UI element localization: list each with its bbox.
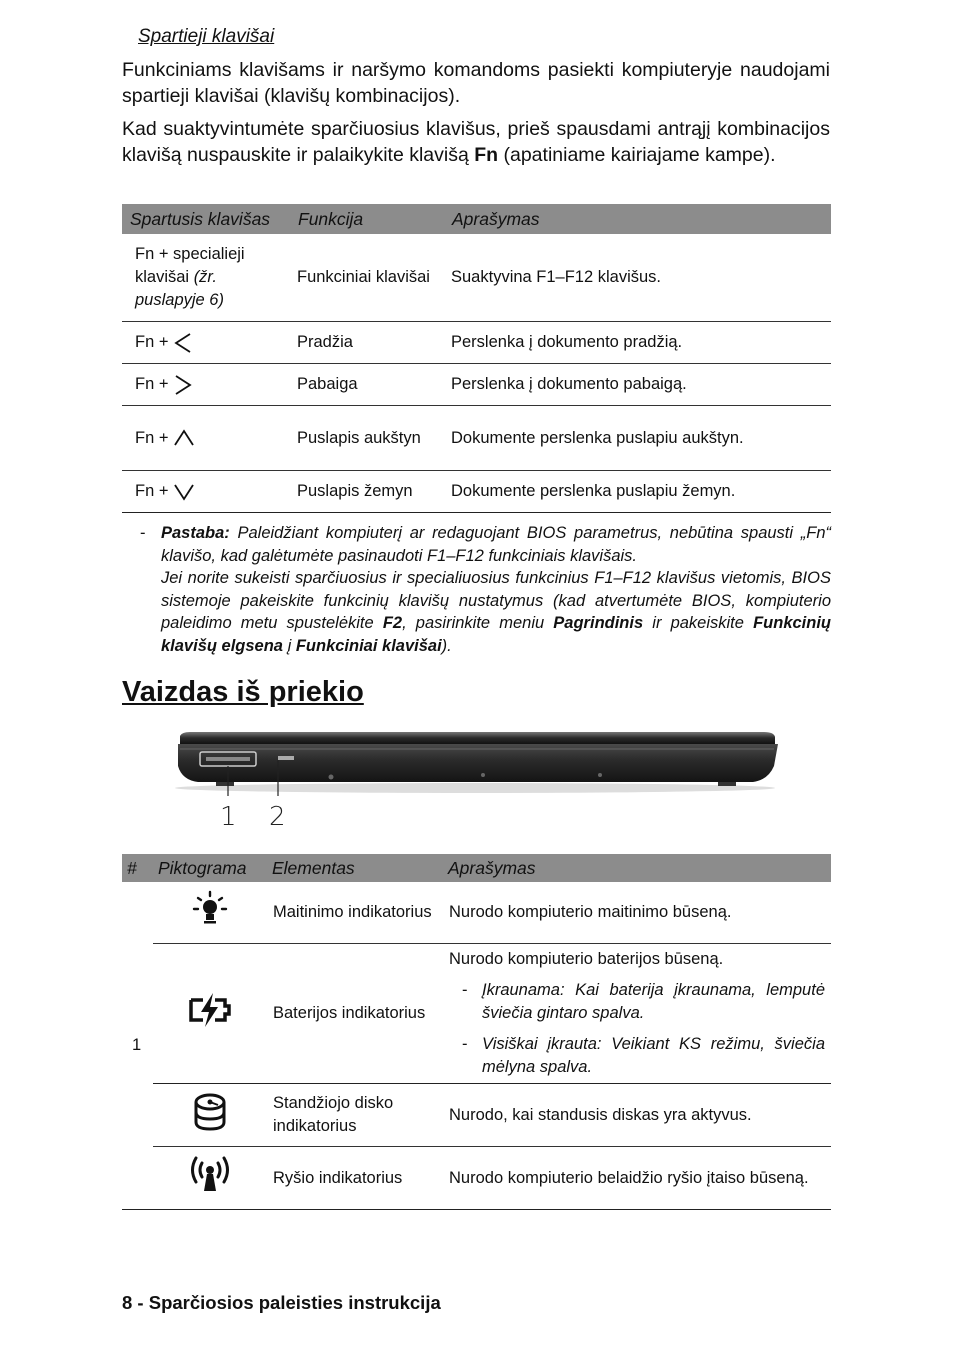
description-cell: Dokumente perslenka puslapiu žemyn.: [444, 471, 831, 513]
header-element: Elementas: [267, 854, 443, 882]
function-cell: Puslapis žemyn: [290, 471, 444, 513]
battery-indicator-icon: [187, 990, 233, 1030]
description-cell: Suaktyvina F1–F12 klavišus.: [444, 234, 831, 322]
hotkey-cell: Fn +: [122, 322, 290, 364]
header-function: Funkcija: [290, 204, 444, 234]
table-row: [122, 322, 831, 364]
note-line-2: Jei norite sukeisti sparčiuosius ir specialiuosius funkcinius F1–F12 klavišus vietomis, BIOS sistemoje pakeiskite funkcinių klavišų nustatymus (kad atvertumėte BIOS, kompiuterio paleidimo metu spustelėkite F2, pasirinkite meniu Pagrindinis ir pakeiskite Funkcinių klavišų elgsena į Funkciniai klavišai).: [161, 569, 831, 655]
table-row: [122, 1084, 831, 1147]
intro-paragraph-1: Funkciniams klavišams ir naršymo komandoms pasiekti kompiuteryje naudojami spartieji klavišai (klavišų kombinacijos).: [122, 59, 830, 107]
function-cell: Pradžia: [290, 322, 444, 364]
description-cell: Perslenka į dokumento pradžią.: [444, 322, 831, 364]
header-description: Aprašymas: [443, 854, 831, 882]
hdd-indicator-icon: [192, 1092, 228, 1132]
callout-2: 2: [269, 802, 286, 832]
table-row: [122, 1147, 831, 1210]
wireless-indicator-icon: [187, 1155, 233, 1195]
hotkey-table-header: [122, 204, 831, 234]
front-table-header: [122, 854, 831, 882]
hotkey-cell: Fn +: [122, 406, 290, 471]
function-cell: Puslapis aukštyn: [290, 406, 444, 471]
header-number: #: [122, 854, 153, 882]
icon-cell: [153, 944, 267, 1084]
callout-1: 1: [220, 802, 237, 832]
description-cell: Nurodo kompiuterio maitinimo būseną.: [443, 882, 831, 944]
element-cell: Maitinimo indikatorius: [267, 882, 443, 944]
front-view-table: [122, 854, 831, 1210]
table-row: [122, 944, 831, 1084]
note-text: [161, 522, 831, 657]
table-row: [122, 234, 831, 322]
icon-cell: [153, 882, 267, 944]
function-cell: Funkciniai klavišai: [290, 234, 444, 322]
chevron-left-icon: [173, 332, 193, 354]
power-indicator-icon: [191, 889, 229, 929]
list-item: - Įkraunama: Kai baterija įkraunama, lemputė šviečia gintaro spalva.: [449, 979, 825, 1025]
hotkey-table: [122, 204, 831, 513]
battery-status-list: [449, 979, 825, 1079]
hotkey-cell: Fn + specialieji klavišai (žr. puslapyje 6): [122, 234, 290, 322]
icon-cell: [153, 1084, 267, 1147]
chevron-right-icon: [173, 374, 193, 396]
note-line-1: Pastaba: Paleidžiant kompiuterį ar redaguojant BIOS parametrus, nebūtina spausti „Fn“ klavišo, kad galėtumėte pasinaudoti F1–F12 funkciniais klavišais.: [161, 524, 831, 565]
chevron-up-icon: [173, 429, 195, 447]
description-cell: Perslenka į dokumento pabaigą.: [444, 364, 831, 406]
element-cell: Ryšio indikatorius: [267, 1147, 443, 1210]
table-row: [122, 882, 831, 944]
table-row: [122, 364, 831, 406]
element-cell: Baterijos indikatorius: [267, 944, 443, 1084]
intro-paragraph-2: Kad suaktyvintumėte sparčiuosius klavišus, prieš spausdami antrąjį kombinacijos klavišą nuspauskite ir palaikykite klavišą Fn (apatiniame kairiajame kampe).: [122, 118, 830, 166]
page-footer: 8 - Sparčiosios paleisties instrukcija: [122, 1292, 441, 1313]
table-row: [122, 471, 831, 513]
hotkey-cell: Fn +: [122, 471, 290, 513]
section-title: Spartieji klavišai: [138, 26, 275, 47]
hotkey-cell: Fn +: [122, 364, 290, 406]
icon-cell: [153, 1147, 267, 1210]
header-hotkey: Spartusis klavišas: [122, 204, 290, 234]
element-cell: Standžiojo disko indikatorius: [267, 1084, 443, 1147]
laptop-front-illustration: [168, 730, 782, 800]
description-cell: Nurodo kompiuterio belaidžio ryšio įtaiso būseną.: [443, 1147, 831, 1210]
chevron-down-icon: [173, 483, 195, 501]
front-view-title: Vaizdas iš priekio: [122, 676, 364, 708]
description-cell: Nurodo kompiuterio baterijos būseną. - Įkraunama: Kai baterija įkraunama, lemputė šviečia gintaro spalva. - Visiškai įkrauta: Veikiant KS režimu, šviečia mėlyna spalva.: [443, 944, 831, 1084]
item-number: 1: [122, 882, 153, 1210]
table-row: [122, 406, 831, 471]
header-icon: Piktograma: [153, 854, 267, 882]
header-description: Aprašymas: [444, 204, 831, 234]
description-cell: Nurodo, kai standusis diskas yra aktyvus.: [443, 1084, 831, 1147]
description-cell: Dokumente perslenka puslapiu aukštyn.: [444, 406, 831, 471]
note-block: [140, 522, 831, 657]
function-cell: Pabaiga: [290, 364, 444, 406]
list-item: - Visiškai įkrauta: Veikiant KS režimu, šviečia mėlyna spalva.: [449, 1033, 825, 1079]
note-dash: -: [140, 524, 146, 542]
